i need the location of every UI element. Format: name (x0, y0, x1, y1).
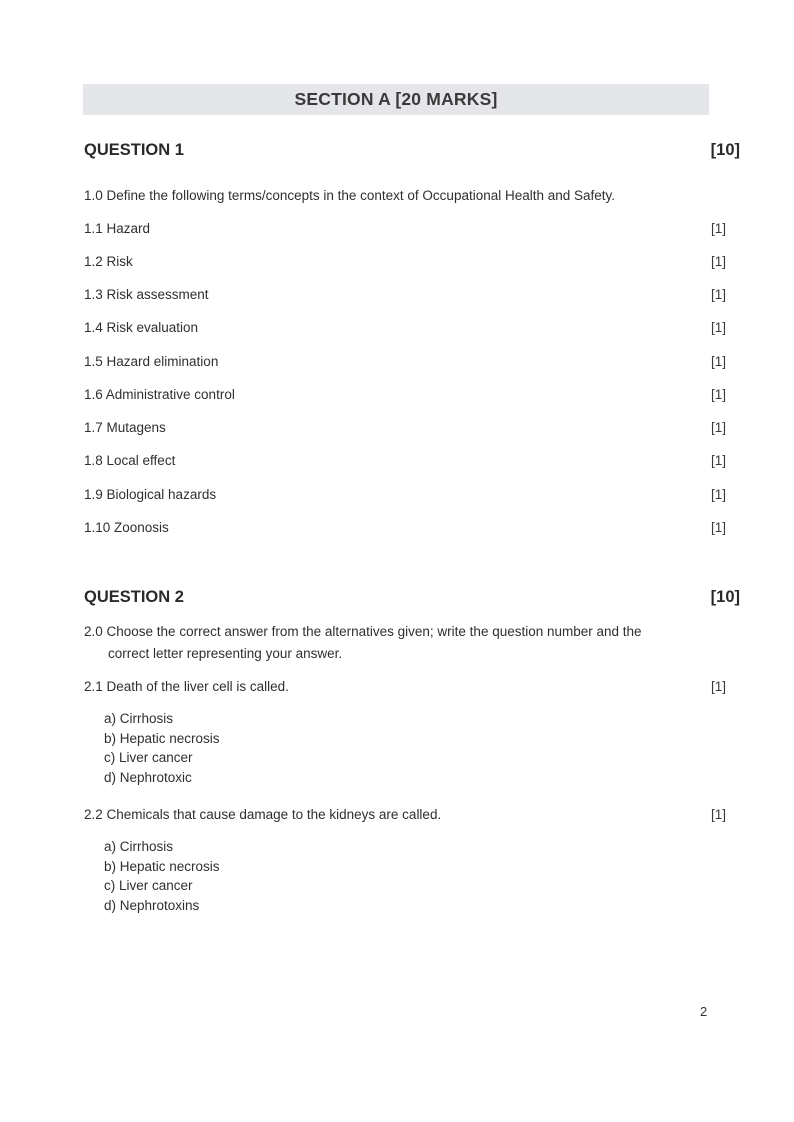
answer-option: c) Liver cancer (104, 750, 193, 766)
question-item-label: 1.5 Hazard elimination (84, 354, 219, 369)
answer-option: b) Hepatic necrosis (104, 730, 220, 746)
answer-options (104, 709, 220, 788)
answer-options (104, 837, 220, 916)
question-item-mark: [1] (710, 320, 726, 335)
question-item (84, 387, 726, 402)
section-title: SECTION A [20 MARKS] (294, 89, 498, 109)
question-item-mark: [1] (710, 679, 726, 694)
question-item-label: 1.7 Mutagens (84, 420, 166, 435)
question-2-instruction-continued: correct letter representing your answer. (108, 646, 343, 661)
question-2-title: QUESTION 2 (84, 588, 184, 606)
answer-option: d) Nephrotoxins (104, 898, 200, 914)
question-item-mark: [1] (710, 453, 726, 468)
question-item-mark: [1] (710, 221, 726, 236)
question-1-title: QUESTION 1 (84, 141, 184, 159)
question-item-mark: [1] (710, 420, 726, 435)
section-banner (83, 84, 709, 115)
question-1-instruction: 1.0 Define the following terms/concepts in the context of Occupational Health and Safety. (84, 188, 616, 203)
question-item-mark: [1] (710, 387, 726, 402)
question-item-mark: [1] (710, 520, 726, 535)
question-item (84, 320, 726, 335)
question-item-label: 1.4 Risk evaluation (84, 320, 199, 335)
question-item (84, 453, 726, 468)
question-item (84, 354, 726, 369)
question-item-mark: [1] (710, 807, 726, 822)
question-2-header (84, 588, 740, 607)
question-item (84, 420, 726, 435)
question-item-label: 2.1 Death of the liver cell is called. (84, 679, 289, 694)
question-item-label: 1.2 Risk (84, 254, 133, 269)
answer-option: c) Liver cancer (104, 878, 193, 894)
question-item (84, 679, 726, 694)
question-item-label: 2.2 Chemicals that cause damage to the kidneys are called. (84, 807, 442, 822)
question-item (84, 807, 726, 822)
page-number: 2 (700, 1004, 708, 1019)
question-2-marks: [10] (710, 588, 740, 606)
question-item-label: 1.1 Hazard (84, 221, 151, 236)
answer-option: a) Cirrhosis (104, 839, 174, 854)
answer-option: d) Nephrotoxic (104, 770, 192, 786)
question-item-label: 1.6 Administrative control (84, 387, 235, 402)
question-item-label: 1.10 Zoonosis (84, 520, 169, 535)
question-item (84, 287, 726, 302)
question-item (84, 221, 726, 236)
question-item-mark: [1] (710, 354, 726, 369)
question-1-marks: [10] (710, 141, 740, 159)
question-item-label: 1.9 Biological hazards (84, 487, 217, 502)
question-2-instruction: 2.0 Choose the correct answer from the alternatives given; write the question number and the (84, 624, 642, 639)
question-item (84, 487, 726, 502)
question-item-mark: [1] (710, 254, 726, 269)
question-1-header (84, 141, 740, 160)
question-item (84, 520, 726, 535)
answer-option: a) Cirrhosis (104, 711, 174, 726)
question-item (84, 254, 726, 269)
answer-option: b) Hepatic necrosis (104, 858, 220, 874)
question-item-mark: [1] (710, 487, 726, 502)
question-item-label: 1.8 Local effect (84, 453, 176, 468)
question-item-label: 1.3 Risk assessment (84, 287, 209, 302)
question-item-mark: [1] (710, 287, 726, 302)
